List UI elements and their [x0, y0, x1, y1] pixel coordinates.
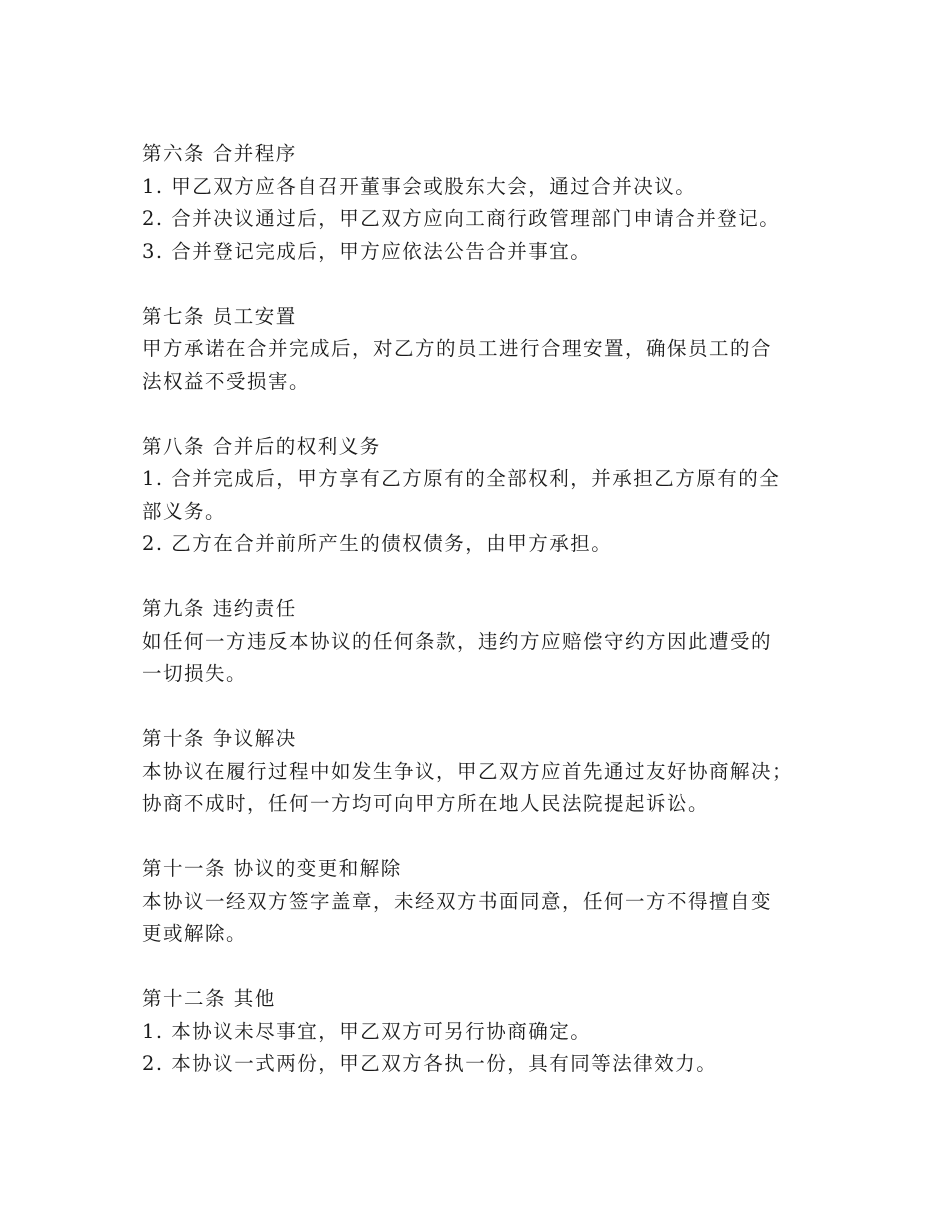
article-line: 一切损失。 — [142, 662, 248, 685]
article-heading: 第十一条 协议的变更和解除 — [142, 857, 402, 880]
article-line: 协商不成时，任何一方均可向甲方所在地人民法院提起诉讼。 — [142, 792, 710, 815]
article-10 — [142, 723, 842, 821]
article-line: 1. 甲乙双方应各自召开董事会或股东大会，通过合并决议。 — [142, 174, 697, 198]
article-9 — [142, 593, 842, 691]
article-8 — [142, 431, 842, 561]
article-12 — [142, 983, 842, 1081]
article-line: 本协议一经双方签字盖章，未经双方书面同意，任何一方不得擅自变 — [142, 889, 773, 913]
document-body — [142, 138, 842, 1113]
article-line: 1. 合并完成后，甲方享有乙方原有的全部权利，并承担乙方原有的全 — [142, 467, 781, 490]
article-line: 部义务。 — [142, 499, 227, 523]
article-line: 2. 乙方在合并前所产生的债权债务，由甲方承担。 — [142, 532, 613, 555]
article-heading: 第十条 争议解决 — [142, 727, 297, 750]
article-heading: 第八条 合并后的权利义务 — [142, 434, 381, 458]
article-line: 1. 本协议未尽事宜，甲乙双方可另行协商确定。 — [142, 1019, 592, 1043]
article-line: 2. 合并决议通过后，甲乙双方应向工商行政管理部门申请合并登记。 — [142, 207, 781, 230]
article-6 — [142, 138, 842, 268]
article-heading: 第七条 员工安置 — [142, 304, 297, 328]
article-line: 甲方承诺在合并完成后，对乙方的员工进行合理安置，确保员工的合 — [142, 337, 773, 360]
article-line: 如任何一方违反本协议的任何条款，违约方应赔偿守约方因此遭受的 — [142, 629, 773, 653]
article-line: 2. 本协议一式两份，甲乙双方各执一份，具有同等法律效力。 — [142, 1052, 718, 1075]
article-line: 更或解除。 — [142, 922, 248, 945]
article-line: 法权益不受损害。 — [142, 369, 311, 393]
article-7 — [142, 301, 842, 399]
article-heading: 第十二条 其他 — [142, 987, 276, 1010]
article-heading: 第九条 违约责任 — [142, 597, 297, 620]
article-11 — [142, 853, 842, 951]
article-heading: 第六条 合并程序 — [142, 142, 297, 165]
article-line: 本协议在履行过程中如发生争议，甲乙双方应首先通过友好协商解决； — [142, 759, 794, 783]
article-line: 3. 合并登记完成后，甲方应依法公告合并事宜。 — [142, 239, 592, 263]
